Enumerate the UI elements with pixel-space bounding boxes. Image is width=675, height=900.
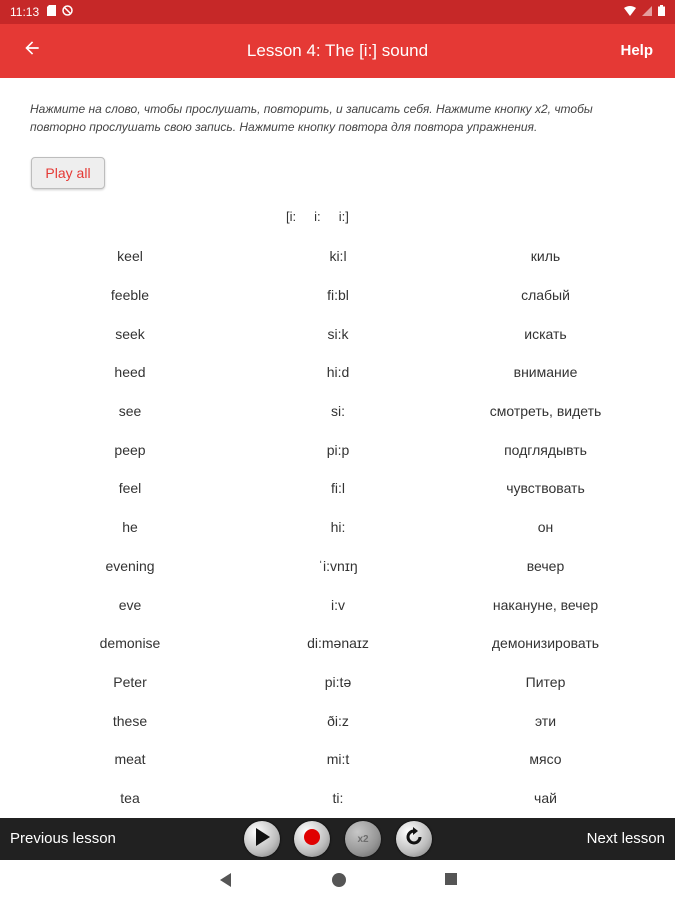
translation: смотреть, видеть (489, 403, 602, 420)
battery-icon (658, 5, 665, 19)
transcription: mi:t (326, 751, 350, 768)
word-row[interactable] (0, 237, 675, 276)
instruction-text: Нажмите на слово, чтобы прослушать, повторить, и записать себя. Нажмите кнопку x2, чтобы повторно прослушать свою запись. Нажмите кнопку повтора для повтора упражнения. (30, 102, 593, 134)
transcription: ti: (332, 789, 344, 806)
transcription: fi:l (331, 480, 345, 497)
word-row[interactable] (0, 469, 675, 508)
repeat-button[interactable] (396, 821, 432, 857)
transcription: ði:z (327, 712, 349, 729)
word-row[interactable] (0, 624, 675, 663)
word[interactable]: demonise (99, 635, 161, 652)
translation: демонизировать (491, 635, 600, 652)
transcription: si: (331, 403, 345, 420)
word[interactable]: peep (114, 441, 146, 458)
translation: мясо (529, 751, 562, 768)
word-row[interactable] (0, 353, 675, 392)
translation: искать (524, 325, 567, 342)
signal-icon (642, 5, 652, 19)
status-bar (0, 0, 675, 24)
translation: чувствовать (506, 480, 585, 497)
lesson-title: Lesson 4: The [i:] sound (246, 41, 429, 60)
translation: Питер (525, 673, 566, 690)
word-row[interactable] (0, 701, 675, 740)
word[interactable]: eve (118, 596, 142, 613)
transcription: pi:p (326, 441, 350, 458)
word-row[interactable] (0, 740, 675, 779)
no-disturb-icon (62, 5, 73, 19)
translation: слабый (521, 287, 570, 304)
help-button[interactable]: Help (620, 42, 653, 59)
word[interactable]: see (118, 403, 142, 420)
translation: вечер (526, 557, 565, 574)
word-row[interactable] (0, 547, 675, 586)
translation: киль (530, 248, 561, 265)
replay-x2-button[interactable] (345, 821, 381, 857)
word-row[interactable] (0, 392, 675, 431)
record-icon (303, 828, 321, 851)
repeat-icon (403, 826, 425, 853)
play-icon (253, 827, 271, 852)
word[interactable]: he (122, 519, 138, 536)
translation: чай (534, 789, 557, 806)
word[interactable]: evening (105, 557, 155, 574)
nav-back-icon[interactable] (218, 872, 232, 893)
word-row[interactable] (0, 663, 675, 702)
word-row[interactable] (0, 276, 675, 315)
nav-home-icon[interactable] (331, 872, 347, 893)
word[interactable]: feeble (110, 287, 150, 304)
translation: накануне, вечер (492, 596, 599, 613)
transcription: hi:d (326, 364, 350, 381)
translation: он (537, 519, 554, 536)
translation: эти (534, 712, 557, 729)
word-row[interactable] (0, 430, 675, 469)
status-time: 11:13 (10, 5, 40, 19)
record-button[interactable] (294, 821, 330, 857)
transcription: ˈi:vnɪŋ (318, 557, 358, 574)
sd-card-icon (47, 5, 56, 19)
translation: внимание (513, 364, 578, 381)
x2-label: x2 (357, 833, 369, 845)
word-row[interactable] (0, 314, 675, 353)
word[interactable]: meat (114, 751, 146, 768)
word[interactable]: these (112, 712, 148, 729)
word[interactable]: keel (117, 248, 143, 265)
bottom-bar (0, 818, 675, 860)
word[interactable]: heed (114, 364, 146, 381)
word[interactable]: tea (120, 789, 140, 806)
transcription: i:v (331, 596, 345, 613)
previous-lesson-button[interactable]: Previous lesson (10, 830, 116, 847)
transcription: fi:bl (327, 287, 349, 304)
transcription: si:k (327, 325, 349, 342)
word-list (0, 237, 675, 817)
transcription: pi:tə (324, 673, 352, 690)
word-row[interactable] (0, 508, 675, 547)
transcription: hi: (330, 519, 346, 536)
transcription: di:mənaɪz (307, 635, 369, 652)
word[interactable]: feel (118, 480, 142, 497)
word-row[interactable] (0, 779, 675, 818)
next-lesson-button[interactable]: Next lesson (586, 830, 665, 847)
system-nav-bar (0, 860, 675, 900)
phonetic-header: [i: i: i:] (286, 209, 349, 224)
word[interactable]: seek (115, 325, 145, 342)
translation: подглядывть (504, 441, 587, 458)
nav-recents-icon[interactable] (444, 872, 458, 891)
word[interactable]: Peter (113, 673, 147, 690)
play-all-button[interactable]: Play all (31, 157, 105, 189)
wifi-icon (624, 5, 636, 19)
word-row[interactable] (0, 585, 675, 624)
transcription: ki:l (329, 248, 347, 265)
app-bar (0, 24, 675, 78)
play-button[interactable] (244, 821, 280, 857)
